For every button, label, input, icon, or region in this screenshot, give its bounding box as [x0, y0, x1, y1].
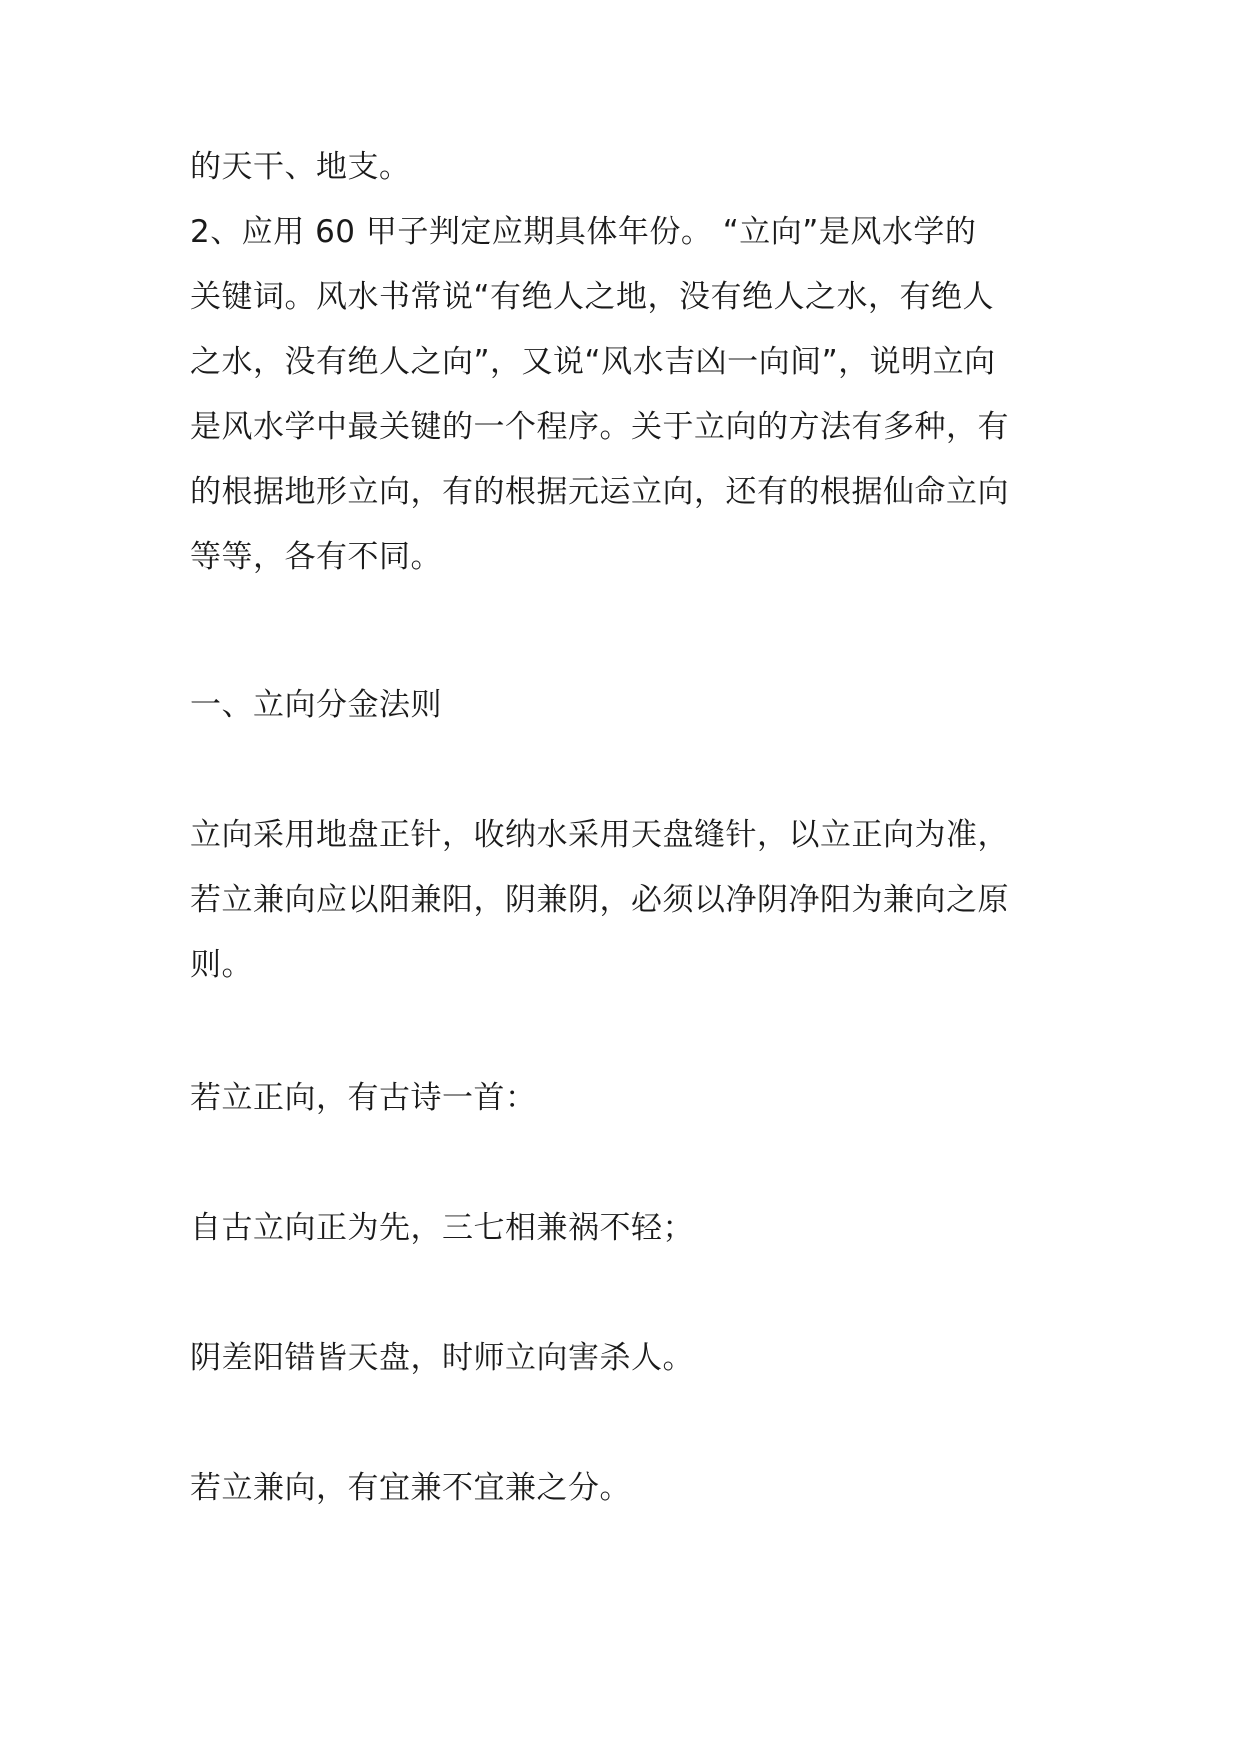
text-line: 关键词。风水书常说“有绝人之地，没有绝人之水，有绝人: [190, 279, 995, 315]
text-line: 的天干、地支。: [190, 149, 411, 185]
text-line: 立向采用地盘正针，收纳水采用天盘缝针，以立正向为准，: [190, 817, 1009, 853]
text-line: 则。: [190, 947, 253, 983]
poem-intro: [190, 1066, 1065, 1131]
poem-line-2-text: 阴差阳错皆天盘，时师立向害杀人。: [190, 1340, 694, 1376]
intro-paragraph: [190, 135, 1065, 590]
text-line: 之水，没有绝人之向”，又说“风水吉凶一向间”，说明立向: [190, 344, 996, 380]
text-line: 2、应用 60 甲子判定应期具体年份。 “立向”是风水学的: [190, 214, 977, 250]
rule-paragraph: [190, 803, 1065, 998]
text-line: 是风水学中最关键的一个程序。关于立向的方法有多种，有: [190, 409, 1009, 445]
section-heading: [190, 673, 1065, 738]
section-heading-text: 一、立向分金法则: [190, 687, 442, 723]
closing-text: 若立兼向，有宜兼不宜兼之分。: [190, 1470, 631, 1506]
poem-line-1-text: 自古立向正为先，三七相兼祸不轻；: [190, 1210, 694, 1246]
closing-paragraph: [190, 1456, 1065, 1521]
text-line: 若立兼向应以阳兼阳，阴兼阴，必须以净阴净阳为兼向之原: [190, 882, 1009, 918]
poem-line-2: [190, 1326, 1065, 1391]
text-line: 的根据地形立向，有的根据元运立向，还有的根据仙命立向: [190, 474, 1009, 510]
poem-intro-text: 若立正向，有古诗一首：: [190, 1080, 537, 1116]
text-line: 等等，各有不同。: [190, 539, 442, 575]
poem-line-1: [190, 1196, 1065, 1261]
